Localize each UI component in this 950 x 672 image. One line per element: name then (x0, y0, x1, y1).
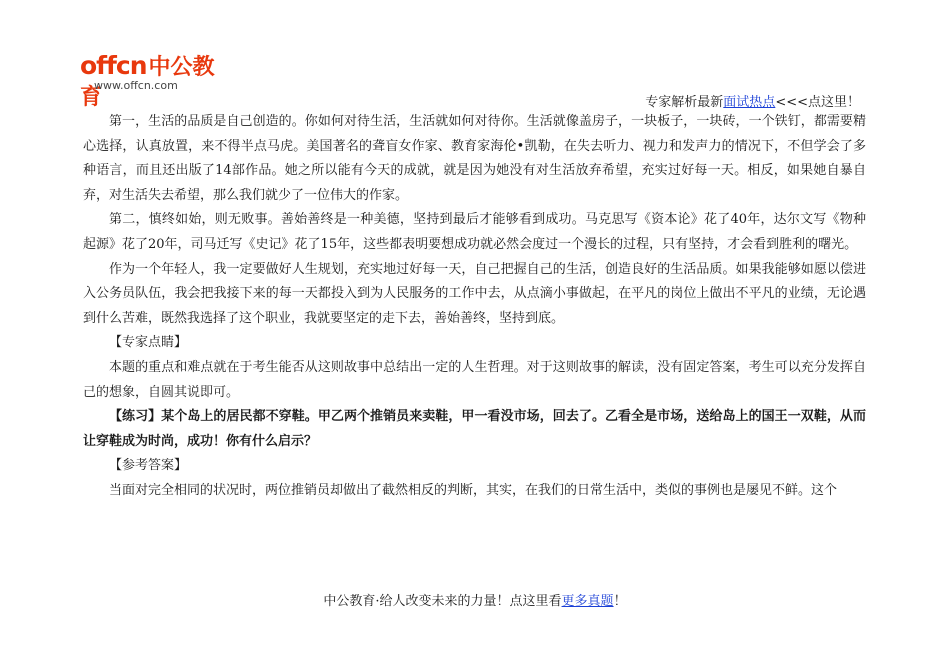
header-promo (645, 91, 860, 110)
practice-question: 【练习】某个岛上的居民都不穿鞋。甲乙两个推销员来卖鞋，甲一看没市场，回去了。乙看全是市场，送给岛上的国王一双鞋，从而让穿鞋成为时尚，成功！你有什么启示？ (83, 409, 866, 449)
reference-answer-heading: 【参考答案】 (109, 458, 188, 474)
footer-promo (0, 590, 950, 609)
paragraph-first-point: 第一，生活的品质是自己创造的。你如何对待生活，生活就如何对待你。生活就像盖房子，一块板子，一块砖，一个铁钉，都需要精心选择，认真放置，来不得半点马虎。美国著名的聋盲女作家、教育家海伦•凯勒，在失去听力、视力和发声力的情况下，不但学会了多种语言，而且还出版了14部作品。她之所以能有今天的成就，就是因为她没有对生活放弃希望，充实过好每一天。相反，如果她自暴自弃，对生活失去希望，那么我们就少了一位伟大的作家。 (83, 114, 866, 203)
offcn-logo[interactable] (80, 51, 230, 110)
interview-hotspot-link[interactable]: 面试热点 (723, 95, 776, 110)
header-prefix: 专家解析最新 (645, 95, 724, 110)
logo-brand-en: offcn (80, 51, 147, 80)
footer-suffix: ！ (613, 594, 627, 609)
more-questions-link[interactable]: 更多真题 (561, 594, 614, 609)
header-suffix: <<<点这里！ (775, 95, 860, 110)
paragraph-reference-answer: 当面对完全相同的状况时，两位推销员却做出了截然相反的判断，其实，在我们的日常生活中，类似的事例也是屡见不鲜。这个 (109, 482, 838, 498)
document-body (83, 110, 866, 504)
footer-prefix: 中公教育·给人改变未来的力量！点这里看 (323, 594, 562, 609)
logo-url: www.offcn.com (94, 79, 178, 92)
expert-comment-heading: 【专家点睛】 (109, 335, 188, 351)
paragraph-expert-comment: 本题的重点和难点就在于考生能否从这则故事中总结出一定的人生哲理。对于这则故事的解读，没有固定答案，考生可以充分发挥自己的想象，自圆其说即可。 (83, 359, 866, 400)
logo-brand-cn: 中公教育 (80, 55, 215, 110)
paragraph-personal-plan: 作为一个年轻人，我一定要做好人生规划，充实地过好每一天，自己把握自己的生活，创造良好的生活品质。如果我能够如愿以偿进入公务员队伍，我会把我接下来的每一天都投入到为人民服务的工作中去，从点滴小事做起，在平凡的岗位上做出不平凡的业绩，无论遇到什么苦难，既然我选择了这个职业，我就要坚定的走下去，善始善终，坚持到底。 (83, 261, 866, 326)
paragraph-second-point: 第二，慎终如始，则无败事。善始善终是一种美德，坚持到最后才能够看到成功。马克思写《资本论》花了40年，达尔文写《物种起源》花了20年，司马迁写《史记》花了15年，这些都表明要想成功就必然会度过一个漫长的过程，只有坚持，才会看到胜利的曙光。 (83, 212, 866, 252)
